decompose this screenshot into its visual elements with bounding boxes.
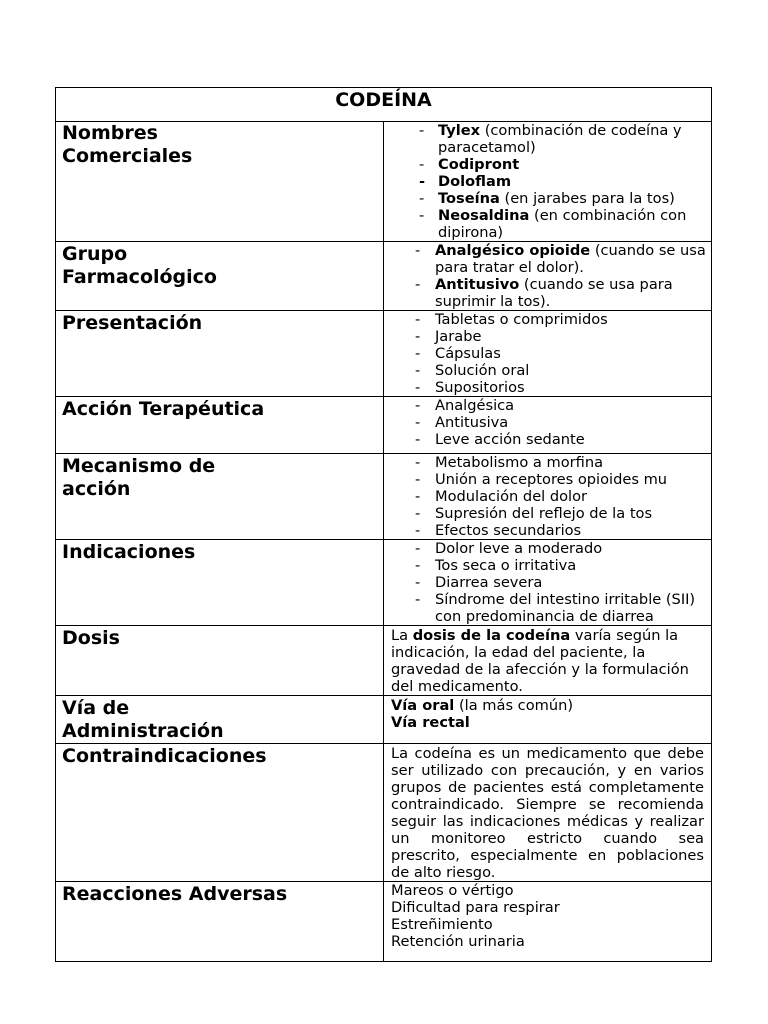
row-label: Presentación [56,311,384,397]
row-via-administracion [56,696,712,744]
title-row [56,88,712,122]
label-line: Nombres [62,122,158,144]
row-label: Reacciones Adversas [56,882,384,962]
route-line [391,714,703,731]
list-item: - Síndrome del intestino irritable (SII) con predominancia de diarrea [406,591,707,625]
group-name: Analgésico opioide [435,242,591,259]
list-item [409,207,707,241]
reaction-line: Estreñimiento [391,916,493,933]
list-item: - Supresión del reflejo de la tos [406,505,707,522]
list-item: - Antitusiva [406,414,707,431]
list-item: - Leve acción sedante [406,431,707,448]
row-content [384,242,712,311]
row-content [384,311,712,397]
row-dosis [56,626,712,696]
list-item: - Efectos secundarios [406,522,707,539]
action-list [384,397,711,448]
list-item: - Tos seca o irritativa [406,557,707,574]
group-name: Antitusivo [435,276,520,293]
row-label: Dosis [56,626,384,696]
list-item: - Unión a receptores opioides mu [406,471,707,488]
row-label: Acción Terapéutica [56,397,384,454]
presentation-list [384,311,711,396]
row-content [384,122,712,242]
group-note: (cuando se usa para suprimir la tos). [435,276,673,310]
list-item: - Modulación del dolor [406,488,707,505]
row-content [384,882,712,962]
row-content [384,540,712,626]
drug-sheet [55,87,712,962]
label-line: Farmacológico [62,266,217,288]
row-nombres-comerciales [56,122,712,242]
brand-name: Tylex [438,122,481,139]
row-label [56,696,384,744]
brand-name: Doloflam [438,173,512,190]
row-label [56,242,384,311]
row-content [384,626,712,696]
list-item [409,122,707,156]
label-line: Administración [62,720,224,742]
route-line [391,697,703,714]
list-item: - Tabletas o comprimidos [406,311,707,328]
list-item: - Diarrea severa [406,574,707,591]
group-note: (cuando se usa para tratar el dolor). [435,242,706,276]
row-content [384,397,712,454]
row-label: Contraindicaciones [56,744,384,882]
reaction-line: Mareos o vértigo [391,882,514,899]
row-mecanismo-accion [56,454,712,540]
row-accion-terapeutica [56,397,712,454]
row-label [56,454,384,540]
list-item: - Solución oral [406,362,707,379]
list-item [409,156,707,173]
brand-name: Neosaldina [438,207,530,224]
row-content [384,696,712,744]
reaction-line: Dificultad para respirar [391,899,560,916]
list-item [406,242,707,276]
label-line: Vía de [62,697,130,719]
indication-list [384,540,711,625]
route-name: Vía rectal [391,714,470,731]
list-item: - Dolor leve a moderado [406,540,707,557]
row-presentacion [56,311,712,397]
brand-note: (en combinación con dipirona) [438,207,687,241]
dose-text-bold: dosis de la codeína [412,627,571,644]
brand-note: (combinación de codeína y paracetamol) [438,122,682,156]
list-item: - Supositorios [406,379,707,396]
dose-text-post: varía según la indicación, la edad del paciente, la gravedad de la afección y la formulación del medicamento. [391,627,689,695]
brand-note: (en jarabes para la tos) [499,190,675,207]
row-content: La codeína es un medicamento que debe ser utilizado con precaución, y en varios grupos de pacientes está completamente contraindicado. Siempre se recomienda seguir las indicaciones médicas y realizar un monitoreo estricto cuando sea prescrito, especialmente en poblaciones de alto riesgo. [384,744,712,882]
list-item [409,173,707,190]
reaction-line: Retención urinaria [391,933,525,950]
brand-name: Toseína [438,190,500,207]
list-item [406,276,707,310]
label-line: Comerciales [62,145,193,167]
row-content [384,454,712,540]
row-indicaciones [56,540,712,626]
row-contraindicaciones [56,744,712,882]
list-item: - Jarabe [406,328,707,345]
table-title: CODEÍNA [56,88,712,122]
row-label: Indicaciones [56,540,384,626]
list-item: - Analgésica [406,397,707,414]
group-list [384,242,711,310]
route-name: Vía oral [391,697,455,714]
list-item: - Cápsulas [406,345,707,362]
brand-list [384,122,711,241]
label-line: Grupo [62,243,128,265]
row-reacciones-adversas [56,882,712,962]
route-note: (la más común) [454,697,574,714]
row-label [56,122,384,242]
brand-name: Codipront [438,156,520,173]
label-line: acción [62,478,131,500]
row-grupo-farmacologico [56,242,712,311]
dose-text-pre: La [391,627,413,644]
mechanism-list [384,454,711,539]
list-item [409,190,707,207]
label-line: Mecanismo de [62,455,216,477]
list-item: - Metabolismo a morfina [406,454,707,471]
drug-table [55,87,712,962]
